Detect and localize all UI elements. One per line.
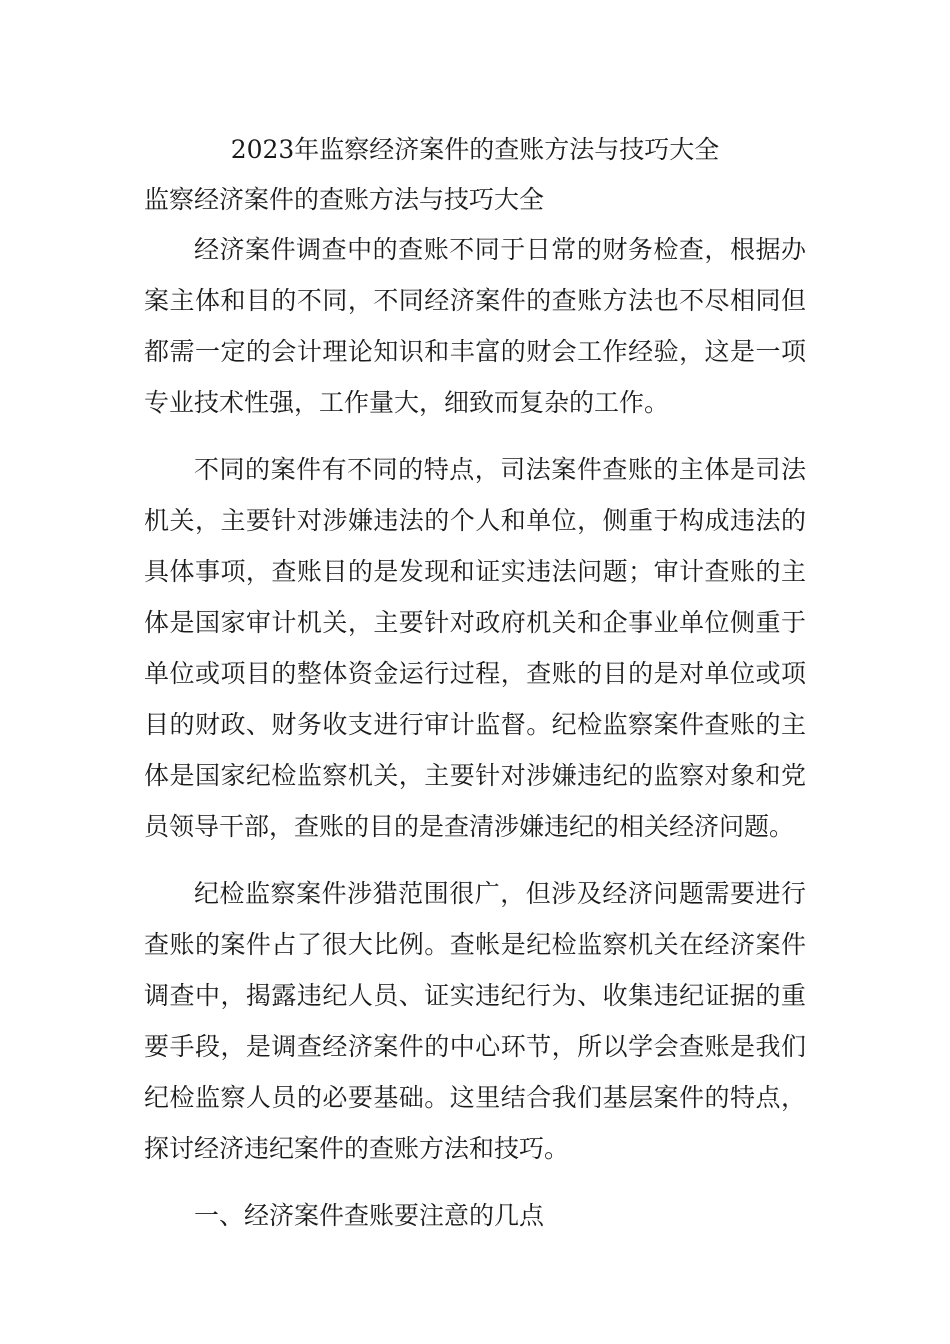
paragraph-intro: 经济案件调查中的查账不同于日常的财务检查，根据办案主体和目的不同，不同经济案件的查账方法也不尽相同但都需一定的会计理论知识和丰富的财会工作经验，这是一项专业技术性强，工作量大，细致而复杂的工作。	[144, 235, 806, 417]
paragraph-case-types: 不同的案件有不同的特点，司法案件查账的主体是司法机关，主要针对涉嫌违法的个人和单位，侧重于构成违法的具体事项，查账目的是发现和证实违法问题；审计查账的主体是国家审计机关，主要针对政府机关和企事业单位侧重于单位或项目的整体资金运行过程，查账的目的是对单位或项目的财政、财务收支进行审计监督。纪检监察案件查账的主体是国家纪检监察机关，主要针对涉嫌违纪的监察对象和党员领导干部，查账的目的是查清涉嫌违纪的相关经济问题。	[144, 455, 806, 841]
document-body	[144, 224, 806, 1257]
section-heading: 一、经济案件查账要注意的几点	[194, 1201, 545, 1230]
document-title: 2023年监察经济案件的查账方法与技巧大全	[230, 135, 720, 164]
document-subtitle: 监察经济案件的查账方法与技巧大全	[144, 185, 545, 214]
paragraph-scope: 纪检监察案件涉猎范围很广，但涉及经济问题需要进行查账的案件占了很大比例。查帐是纪检监察机关在经济案件调查中，揭露违纪人员、证实违纪行为、收集违纪证据的重要手段，是调查经济案件的中心环节，所以学会查账是我们纪检监察人员的必要基础。这里结合我们基层案件的特点，探讨经济违纪案件的查账方法和技巧。	[144, 879, 806, 1163]
